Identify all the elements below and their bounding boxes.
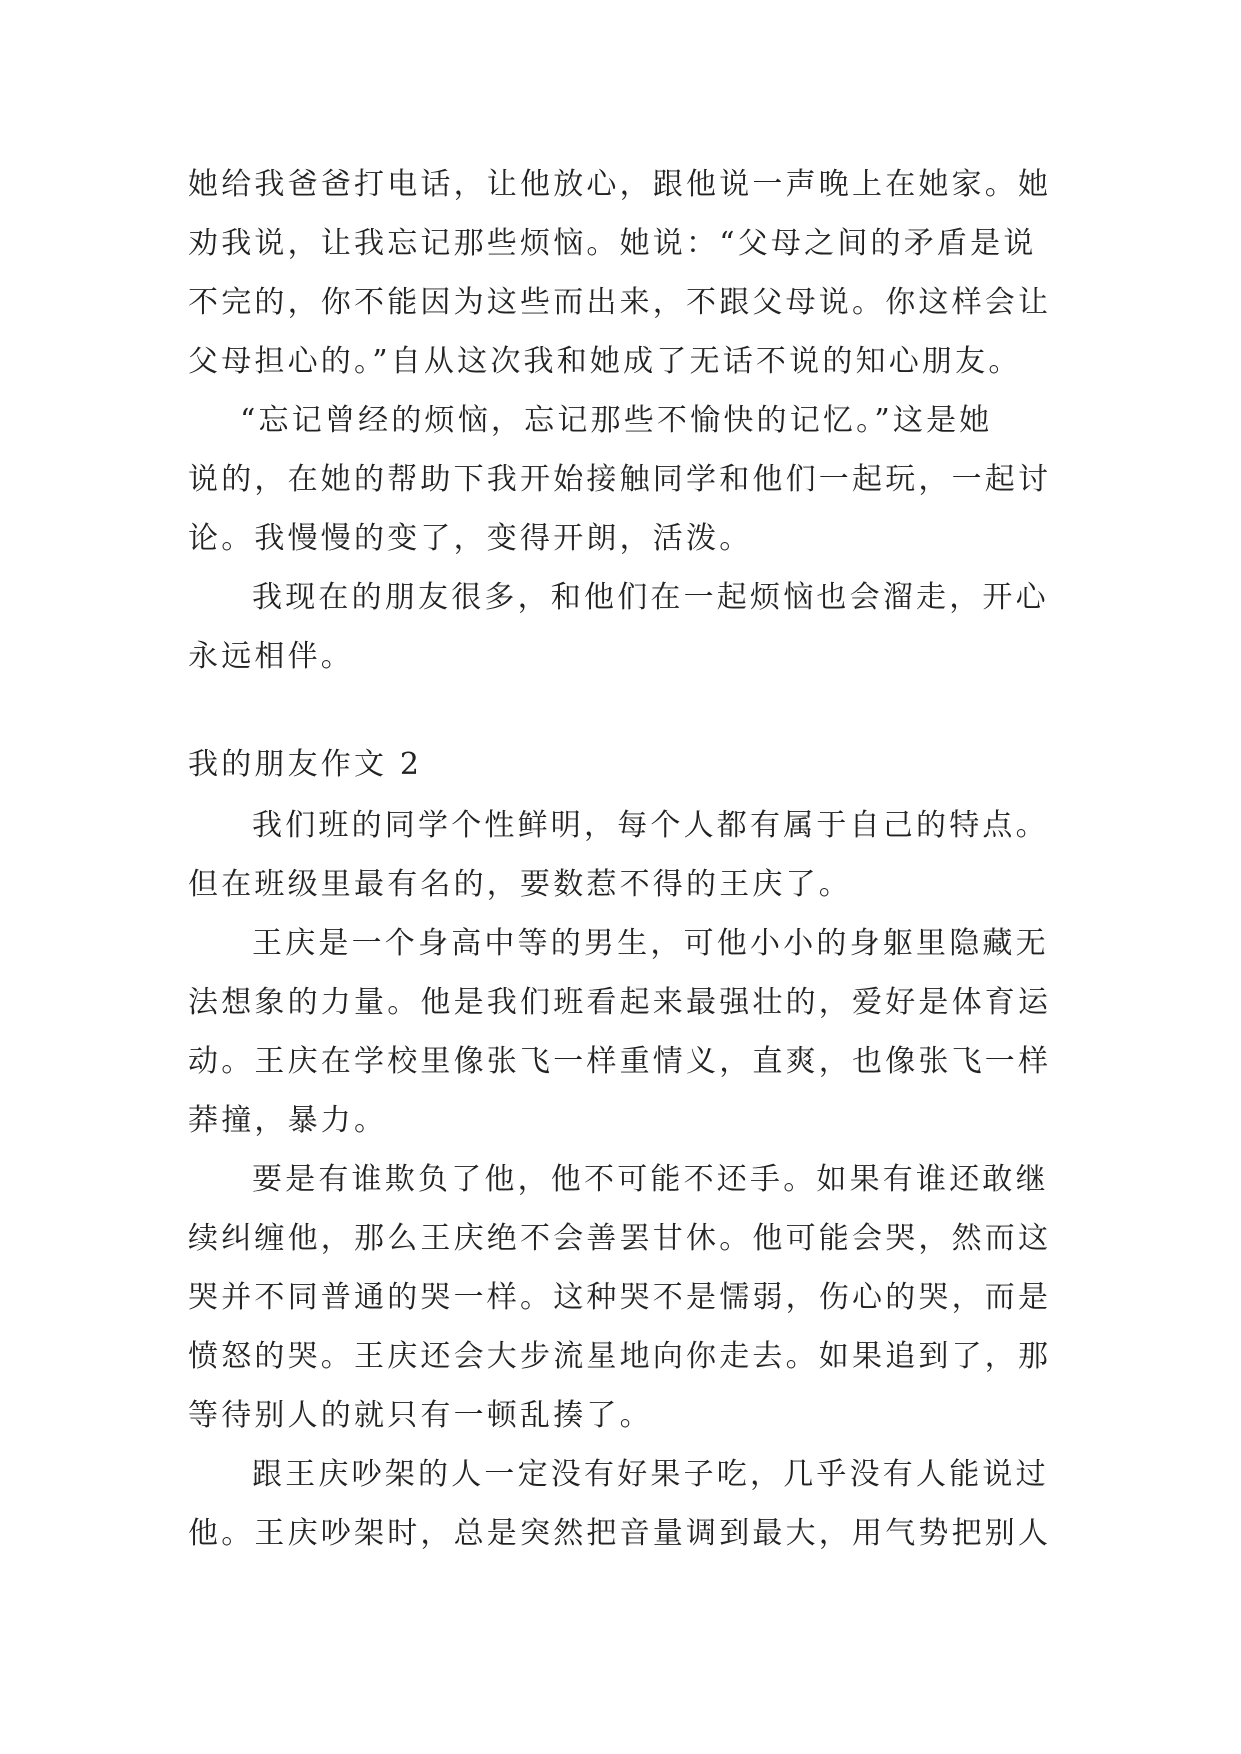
paragraph-line: 动。王庆在学校里像张飞一样重情义，直爽，也像张飞一样: [188, 1044, 1052, 1079]
paragraph-line: 不完的，你不能因为这些而出来，不跟父母说。你这样会让: [188, 285, 1052, 320]
paragraph-line: 但在班级里最有名的，要数惹不得的王庆了。: [188, 867, 852, 902]
paragraph-line: 等待别人的就只有一顿乱揍了。: [188, 1398, 653, 1433]
paragraph-line: 我现在的朋友很多，和他们在一起烦恼也会溜走，开心: [252, 580, 1049, 615]
section-title: 我的朋友作文 2: [188, 747, 423, 782]
paragraph-line: 我们班的同学个性鲜明，每个人都有属于自己的特点。: [252, 808, 1049, 843]
paragraph-line: “忘记曾经的烦恼，忘记那些不愉快的记忆。”这是她: [240, 403, 993, 438]
paragraph-line: 王庆是一个身高中等的男生，可他小小的身躯里隐藏无: [252, 926, 1049, 961]
paragraph-line: 法想象的力量。他是我们班看起来最强壮的，爱好是体育运: [188, 985, 1052, 1020]
paragraph-line: 愤怒的哭。王庆还会大步流星地向你走去。如果追到了，那: [188, 1339, 1052, 1374]
paragraph-line: 跟王庆吵架的人一定没有好果子吃，几乎没有人能说过: [252, 1457, 1049, 1492]
paragraph-line: 劝我说，让我忘记那些烦恼。她说：“父母之间的矛盾是说: [188, 226, 1037, 261]
paragraph-line: 论。我慢慢的变了，变得开朗，活泼。: [188, 521, 753, 556]
paragraph-line: 他。王庆吵架时，总是突然把音量调到最大，用气势把别人: [188, 1516, 1052, 1551]
paragraph-line: 父母担心的。”自从这次我和她成了无话不说的知心朋友。: [188, 344, 1022, 379]
paragraph-line: 续纠缠他，那么王庆绝不会善罢甘休。他可能会哭，然而这: [188, 1221, 1052, 1256]
paragraph-line: 哭并不同普通的哭一样。这种哭不是懦弱，伤心的哭，而是: [188, 1280, 1052, 1315]
paragraph-line: 说的，在她的帮助下我开始接触同学和他们一起玩，一起讨: [188, 462, 1052, 497]
paragraph-line: 她给我爸爸打电话，让他放心，跟他说一声晚上在她家。她: [188, 167, 1052, 202]
paragraph-line: 要是有谁欺负了他，他不可能不还手。如果有谁还敢继: [252, 1162, 1049, 1197]
paragraph-line: 莽撞，暴力。: [188, 1103, 388, 1138]
paragraph-line: 永远相伴。: [188, 639, 354, 674]
document-body: [188, 0, 1052, 1754]
